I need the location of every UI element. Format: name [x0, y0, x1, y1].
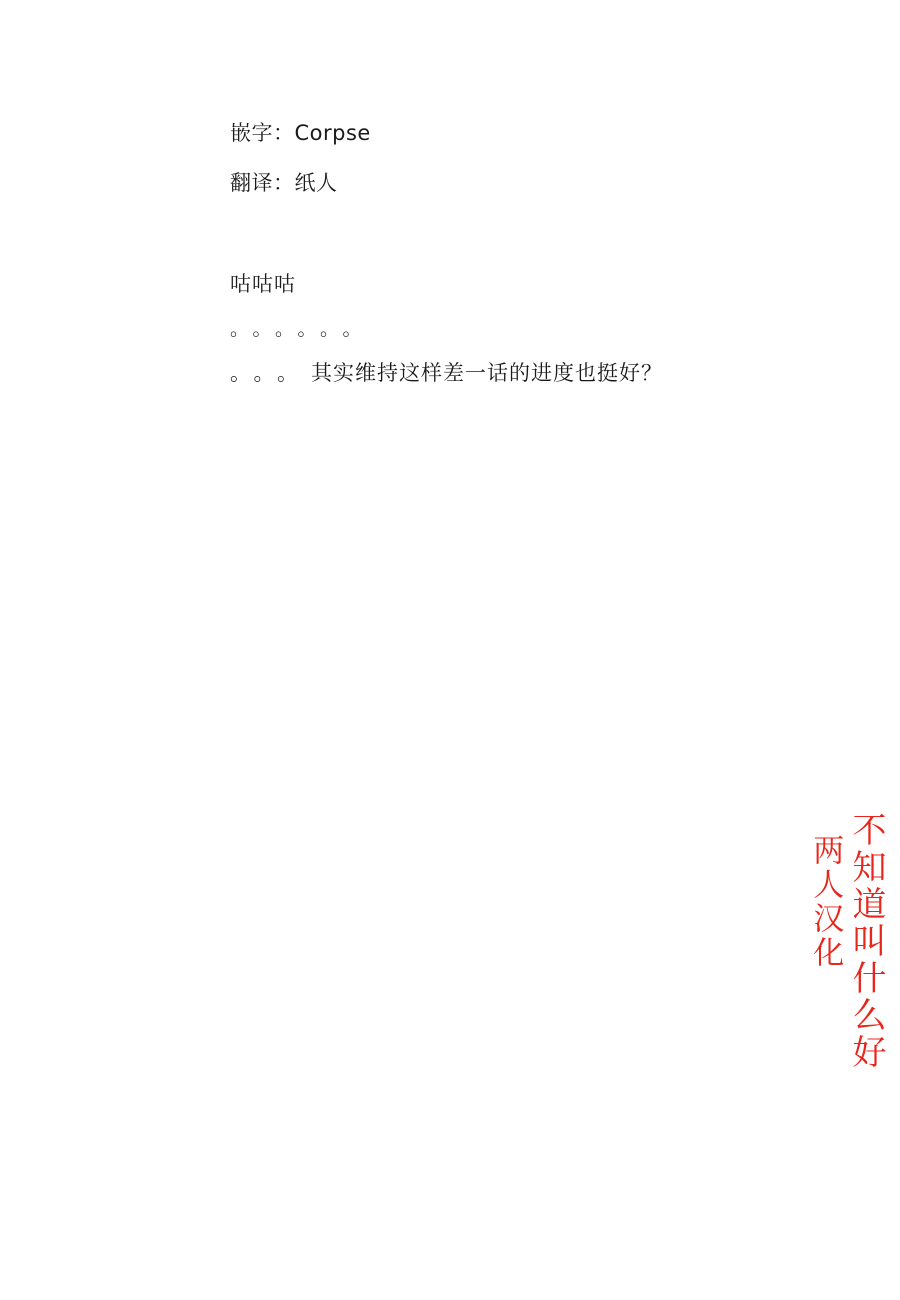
credit-typesetting: 嵌字：Corpse	[230, 121, 371, 145]
note-line-3-text: 其实维持这样差一话的进度也挺好？	[311, 361, 663, 385]
watermark-primary: 不知道叫什么好	[846, 812, 886, 1071]
note-line-1: 咕咕咕	[230, 272, 296, 296]
credit-translation: 翻译：纸人	[230, 171, 338, 195]
watermark-group	[808, 812, 884, 1071]
note-line-3	[230, 357, 663, 387]
note-line-3-lead: 。。。	[230, 361, 311, 385]
note-line-2: 。。。。。。	[230, 318, 375, 340]
watermark-secondary: 两人汉化	[807, 834, 844, 970]
notes-block	[230, 268, 663, 403]
credits-block	[230, 108, 371, 208]
